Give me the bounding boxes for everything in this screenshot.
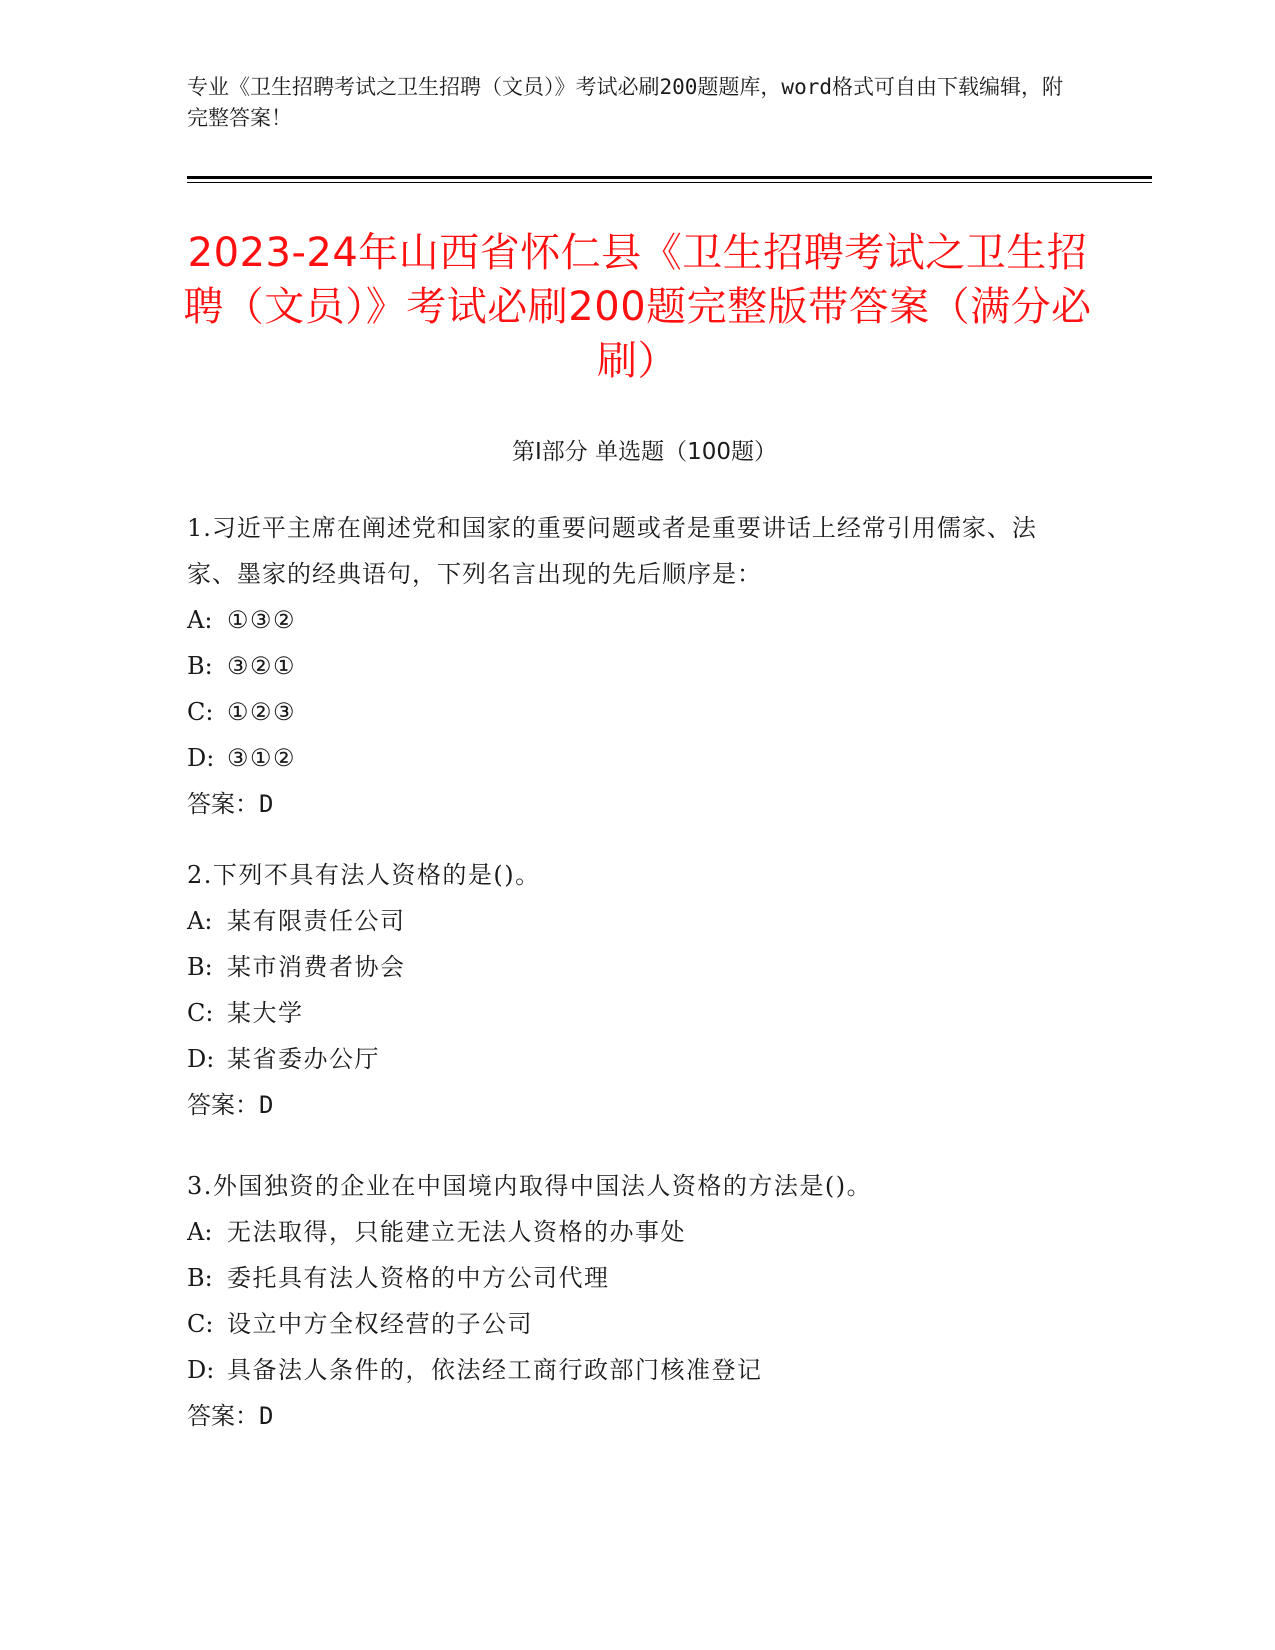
option-text: 某有限责任公司	[227, 907, 406, 935]
answer-value: D	[259, 1402, 274, 1430]
option-key: A:	[187, 606, 213, 634]
option-a	[187, 898, 1067, 944]
option-b	[187, 944, 1067, 990]
question-stem: 2.下列不具有法人资格的是()。	[187, 861, 541, 889]
header-rule-thin	[187, 182, 1152, 183]
option-text: 某省委办公厅	[227, 1045, 380, 1073]
answer-line	[187, 781, 1067, 827]
section-heading: 第Ⅰ部分 单选题（100题）	[512, 439, 777, 465]
answer-label: 答案：	[187, 1402, 259, 1430]
header-note: 专业《卫生招聘考试之卫生招聘（文员）》考试必刷200题题库，word格式可自由下载编辑，附完整答案！	[187, 75, 1063, 130]
option-text: ①③②	[227, 606, 297, 634]
option-d	[187, 1347, 1067, 1393]
option-text: 某市消费者协会	[227, 953, 406, 981]
option-key: A:	[187, 907, 213, 935]
option-key: D:	[187, 744, 215, 772]
option-d	[187, 735, 1067, 781]
option-text: 无法取得，只能建立无法人资格的办事处	[227, 1218, 686, 1246]
question-stem: 1.习近平主席在阐述党和国家的重要问题或者是重要讲话上经常引用儒家、法家、墨家的经典语句，下列名言出现的先后顺序是：	[187, 514, 1037, 588]
question-stem: 3.外国独资的企业在中国境内取得中国法人资格的方法是()。	[187, 1172, 873, 1200]
option-b	[187, 643, 1067, 689]
option-key: C:	[187, 999, 214, 1027]
option-c	[187, 990, 1067, 1036]
option-a	[187, 597, 1067, 643]
option-key: B:	[187, 953, 213, 981]
option-text: 委托具有法人资格的中方公司代理	[227, 1264, 610, 1292]
answer-line	[187, 1082, 1067, 1128]
option-key: A:	[187, 1218, 213, 1246]
option-text: 具备法人条件的，依法经工商行政部门核准登记	[227, 1356, 763, 1384]
option-text: 设立中方全权经营的子公司	[227, 1310, 533, 1338]
option-key: D:	[187, 1356, 215, 1384]
option-key: D:	[187, 1045, 215, 1073]
question-3	[187, 1163, 1067, 1439]
option-text: 某大学	[227, 999, 304, 1027]
option-key: C:	[187, 698, 214, 726]
option-key: B:	[187, 652, 213, 680]
answer-value: D	[259, 1091, 274, 1119]
answer-line	[187, 1393, 1067, 1439]
option-text: ③②①	[227, 652, 297, 680]
option-key: C:	[187, 1310, 214, 1338]
option-text: ③①②	[227, 744, 297, 772]
option-c	[187, 689, 1067, 735]
option-c	[187, 1301, 1067, 1347]
question-2	[187, 852, 1067, 1128]
option-key: B:	[187, 1264, 213, 1292]
document-title: 2023-24年山西省怀仁县《卫生招聘考试之卫生招聘（文员）》考试必刷200题完整版带答案（满分必刷）	[183, 230, 1092, 384]
header-rule-thick	[187, 176, 1152, 179]
answer-label: 答案：	[187, 1091, 259, 1119]
option-text: ①②③	[227, 698, 297, 726]
question-1	[187, 505, 1067, 827]
option-d	[187, 1036, 1067, 1082]
answer-label: 答案：	[187, 790, 259, 818]
option-b	[187, 1255, 1067, 1301]
answer-value: D	[259, 790, 274, 818]
option-a	[187, 1209, 1067, 1255]
